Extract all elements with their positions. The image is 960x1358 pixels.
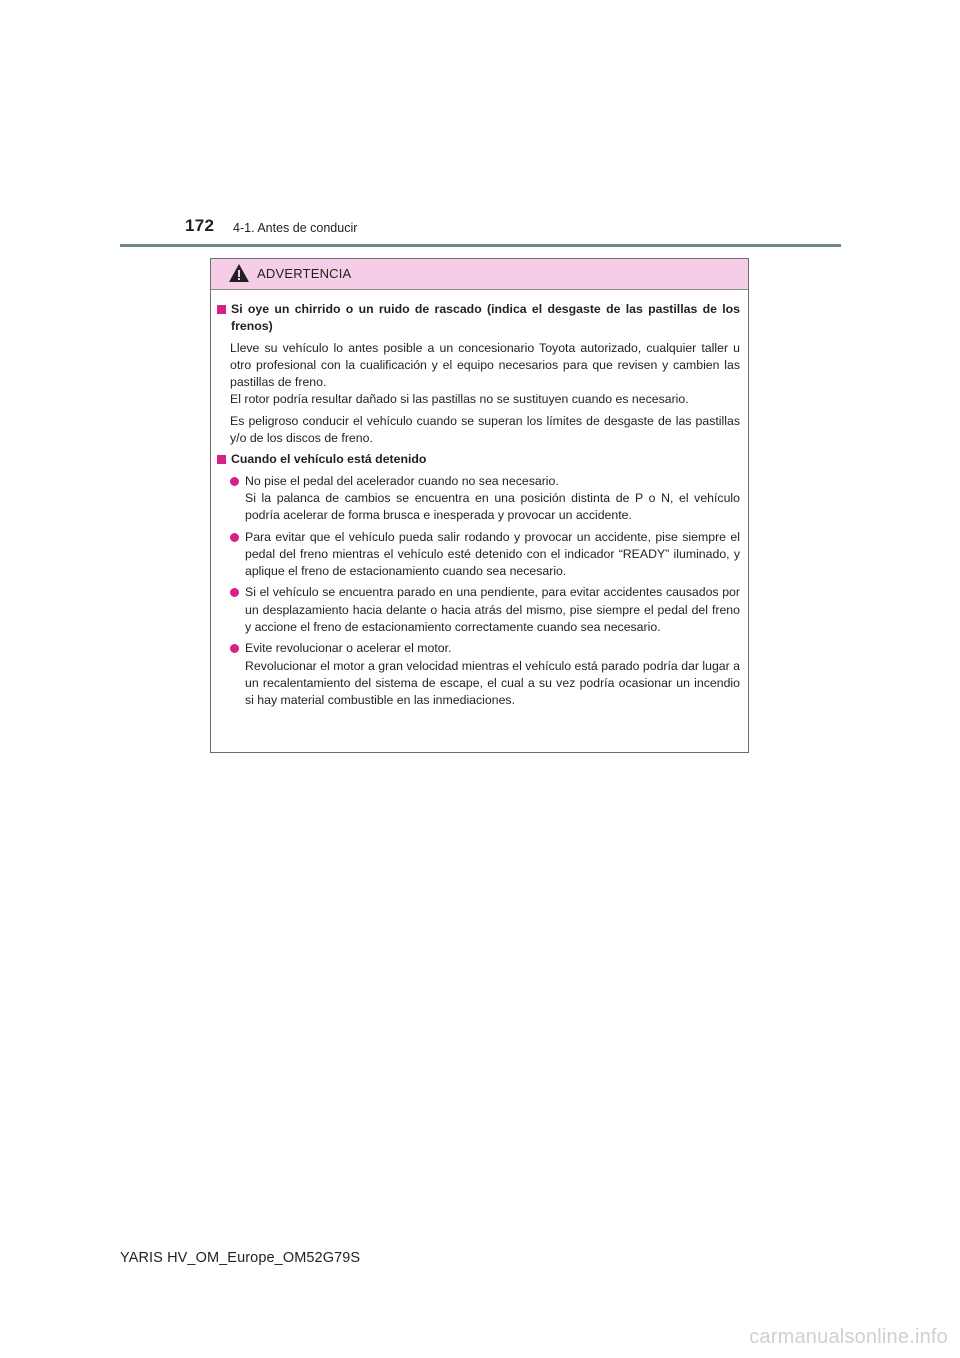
square-bullet-icon (217, 455, 226, 464)
circle-bullet-icon (230, 644, 239, 653)
footer-doc-id: YARIS HV_OM_Europe_OM52G79S (120, 1250, 361, 1266)
circle-bullet-icon (230, 477, 239, 486)
warning-box (210, 258, 749, 753)
section-heading: Cuando el vehículo está detenido (217, 451, 740, 468)
list-item: Si el vehículo se encuentra parado en una pendiente, para evitar accidentes causados por un desplazamiento hacia delante o hacia atrás del mismo, pise siempre el pedal del freno y accione el freno de estacionamiento correctamente cuando sea necesario. (230, 584, 740, 636)
watermark: carmanualsonline.info (749, 1326, 948, 1348)
warning-title: ADVERTENCIA (257, 266, 352, 281)
warning-header (211, 259, 748, 290)
paragraph: Lleve su vehículo lo antes posible a un concesionario Toyota autorizado, cualquier taller u otro profesional con la cualificación y el equipo necesarios para que revisen y cambien las pastillas de freno. El rotor podría resultar dañado si las pastillas no se sustituyen cuando es necesario. (230, 340, 740, 407)
section-title: 4-1. Antes de conducir (233, 221, 358, 235)
square-bullet-icon (217, 305, 226, 314)
page-number: 172 (185, 216, 215, 235)
warning-triangle-icon (228, 263, 250, 283)
circle-bullet-icon (230, 588, 239, 597)
header-divider (120, 244, 841, 247)
circle-bullet-icon (230, 533, 239, 542)
section-heading: Si oye un chirrido o un ruido de rascado (indica el desgaste de las pastillas de los frenos) (217, 301, 740, 336)
paragraph: Es peligroso conducir el vehículo cuando se superan los límites de desgaste de las pastillas y/o de los discos de freno. (230, 413, 740, 446)
list-item: Evite revolucionar o acelerar el motor. Revolucionar el motor a gran velocidad mientras el vehículo está parado podría dar lugar a un recalentamiento del sistema de escape, el cual a su vez podría ocasionar un incendio si hay material combustible en las inmediaciones. (230, 640, 740, 709)
warning-body (211, 290, 748, 710)
list-item: Para evitar que el vehículo pueda salir rodando y provocar un accidente, pise siempre el pedal del freno mientras el vehículo esté detenido con el indicador “READY” iluminado, y aplique el freno de estacionamiento cuando sea necesario. (230, 529, 740, 581)
list-item: No pise el pedal del acelerador cuando no sea necesario. Si la palanca de cambios se encuentra en una posición distinta de P o N, el vehículo podría acelerar de forma brusca e inesperada y provocar un accidente. (230, 473, 740, 525)
